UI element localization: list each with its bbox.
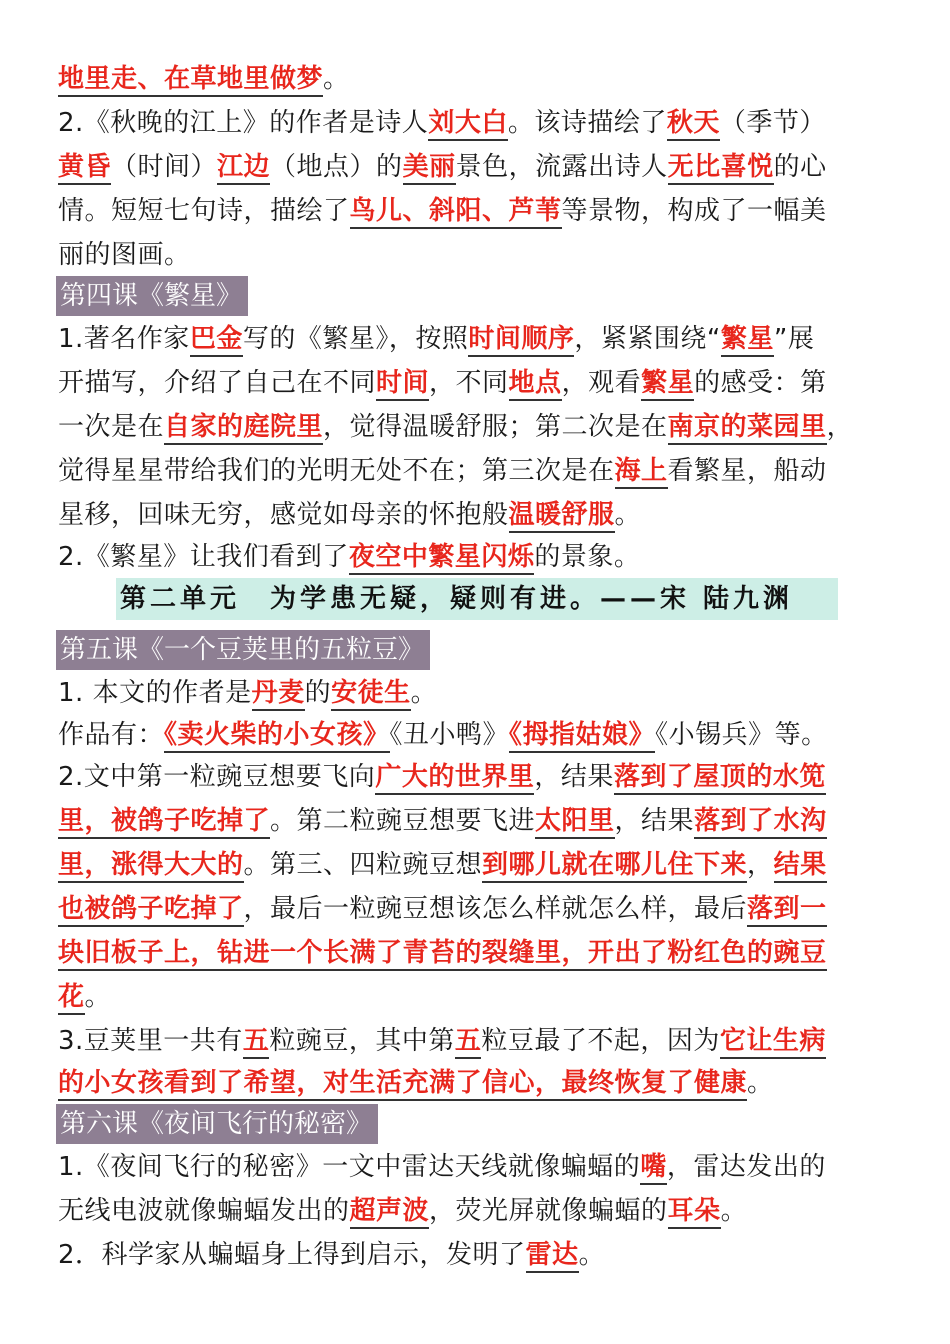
answer-text: 耳朵 <box>668 1196 721 1229</box>
answer-text: 无比喜悦 <box>668 152 774 185</box>
text-line <box>58 1150 826 1184</box>
text-line <box>58 454 827 488</box>
line-text: 看繁星，船动 <box>667 456 827 486</box>
line-text: 2.文中第一粒豌豆想要飞向 <box>58 762 376 792</box>
line-text: ，观看 <box>561 368 642 398</box>
line-text: 写的《繁星》，按照 <box>242 324 469 354</box>
answer-text: 江边 <box>217 152 270 185</box>
line-text: 粒豌豆，其中第 <box>269 1026 455 1056</box>
unit-banner: 第二单元 为学患无疑，疑则有进。——宋 陆九渊 <box>116 578 838 620</box>
answer-text: 结果 <box>774 850 827 883</box>
line-text: 的心 <box>773 152 827 182</box>
text-line <box>58 980 111 1014</box>
line-text: ，雷达发出的 <box>666 1152 826 1182</box>
text-line <box>58 892 827 926</box>
answer-text: 广大的世界里 <box>375 762 534 795</box>
line-text: 作品有： <box>58 720 165 750</box>
text-line <box>58 238 191 272</box>
text-line <box>58 676 437 710</box>
answer-text: 丹麦 <box>252 678 305 711</box>
text-line <box>58 366 827 400</box>
text-line <box>58 1238 605 1272</box>
line-text: 觉得星星带给我们的光明无处不在；第三次是在 <box>58 456 615 486</box>
line-text: 无线电波就像蝙蝠发出的 <box>58 1196 350 1226</box>
text-line <box>58 498 641 532</box>
answer-text: 黄昏 <box>58 152 111 185</box>
line-text: 2.《繁星》让我们看到了 <box>58 542 349 572</box>
text-line <box>58 1066 774 1100</box>
line-text: 。 <box>410 678 438 708</box>
answer-text: 安徒生 <box>331 678 411 711</box>
text-line <box>58 106 826 140</box>
answer-text: 地点 <box>509 368 562 401</box>
line-text: 1.《夜间飞行的秘密》一文中雷达天线就像蝙蝠的 <box>58 1152 641 1182</box>
answer-text: 块旧板子上，钻进一个长满了青苔的裂缝里，开出了粉红色的豌豆 <box>58 938 827 971</box>
line-text: 。第二粒豌豆想要飞进 <box>270 806 536 836</box>
answer-text: 雷达 <box>526 1240 579 1273</box>
line-text: 《丑小鸭》 <box>389 720 510 750</box>
line-text: 粒豆最了不起，因为 <box>481 1026 720 1056</box>
answer-text: 海上 <box>615 456 668 489</box>
line-text: 的感受：第 <box>694 368 827 398</box>
answer-text: 落到了水沟 <box>694 806 827 839</box>
line-text: 1. 本文的作者是 <box>58 678 252 708</box>
lesson-heading: 第五课《一个豆荚里的五粒豆》 <box>56 630 430 670</box>
text-line <box>58 936 827 970</box>
answer-text: 刘大白 <box>428 108 508 141</box>
answer-text: 鸟儿、斜阳、芦苇 <box>350 196 562 229</box>
text-line <box>58 804 827 838</box>
lesson-heading: 第四课《繁星》 <box>56 276 248 316</box>
answer-text: 秋天 <box>667 108 720 141</box>
line-text: 。第三、四粒豌豆想 <box>243 850 483 880</box>
line-text: 2.《秋晚的江上》的作者是诗人 <box>58 108 429 138</box>
line-text: 一次是在 <box>58 412 165 442</box>
answer-text: 繁星 <box>721 324 774 357</box>
line-text: （时间） <box>111 152 218 182</box>
line-text: ，结果 <box>534 762 614 792</box>
text-line <box>58 1024 826 1058</box>
answer-text: 里，被鸽子吃掉了 <box>58 806 270 839</box>
answer-text: 到哪儿就在哪儿住下来 <box>482 850 747 883</box>
answer-text: 南京的菜园里 <box>668 412 827 445</box>
line-text: 的 <box>304 678 332 708</box>
line-text: 景色，流露出诗人 <box>455 152 668 182</box>
line-text: 。 <box>578 1240 606 1270</box>
line-text: ，最后一粒豌豆想该怎么样就怎么样，最后 <box>243 894 748 924</box>
line-text: 。 <box>84 982 112 1012</box>
answer-text: 嘴 <box>640 1152 667 1185</box>
answer-text: 时间顺序 <box>468 324 574 357</box>
line-text: 等景物，构成了一幅美 <box>561 196 827 226</box>
line-text: ，觉得温暖舒服；第二次是在 <box>323 412 668 442</box>
text-line <box>58 410 853 444</box>
answer-text: 《拇指姑娘》 <box>509 720 655 753</box>
text-line <box>58 62 350 96</box>
answer-text: 繁星 <box>641 368 694 401</box>
line-text: （季节） <box>719 108 826 138</box>
answer-text: 也被鸽子吃掉了 <box>58 894 244 927</box>
answer-text: 巴金 <box>190 324 243 357</box>
lesson-heading: 第六课《夜间飞行的秘密》 <box>56 1104 378 1144</box>
line-text: 的景象。 <box>534 542 641 572</box>
line-text: 2．科学家从蝙蝠身上得到启示，发明了 <box>58 1240 526 1270</box>
answer-text: 美丽 <box>403 152 456 185</box>
line-text: 。 <box>720 1196 748 1226</box>
text-line <box>58 322 814 356</box>
answer-text: 超声波 <box>350 1196 430 1229</box>
text-line <box>58 1194 747 1228</box>
answer-text: 五 <box>243 1026 270 1059</box>
line-text: 。该诗描绘了 <box>507 108 667 138</box>
text-line <box>58 848 827 882</box>
answer-text: 温暖舒服 <box>509 500 615 533</box>
line-text: 。 <box>614 500 642 530</box>
line-text: 。 <box>323 64 350 94</box>
answer-text: 里，涨得大大的 <box>58 850 244 883</box>
answer-text: 时间 <box>376 368 429 401</box>
line-text: 3.豆荚里一共有 <box>58 1026 243 1056</box>
line-text: ”展 <box>773 324 815 354</box>
line-text: ，结果 <box>614 806 695 836</box>
line-text: ， <box>747 850 774 880</box>
text-line <box>58 540 640 574</box>
text-line <box>58 150 827 184</box>
answer-text: 它让生病 <box>720 1026 826 1059</box>
answer-text: 地里走、在草地里做梦 <box>58 64 323 97</box>
answer-text: 夜空中繁星闪烁 <box>349 542 535 575</box>
line-text: ，紧紧围绕“ <box>574 324 721 354</box>
text-line <box>58 760 826 794</box>
line-text: ，不同 <box>429 368 509 398</box>
line-text: （地点）的 <box>270 152 403 182</box>
line-text: ， <box>826 412 854 442</box>
line-text: 1.著名作家 <box>58 324 190 354</box>
line-text: 开描写，介绍了自己在不同 <box>58 368 377 398</box>
answer-text: 五 <box>455 1026 482 1059</box>
answer-text: 的小女孩看到了希望，对生活充满了信心，最终恢复了健康 <box>58 1068 747 1101</box>
line-text: ，荧光屏就像蝙蝠的 <box>429 1196 668 1226</box>
answer-text: 落到一 <box>747 894 827 927</box>
line-text: 。 <box>747 1068 774 1098</box>
answer-text: 花 <box>58 982 85 1015</box>
answer-text: 落到了屋顶的水笕 <box>614 762 826 795</box>
answer-text: 《卖火柴的小女孩》 <box>164 720 390 753</box>
text-line <box>58 194 827 228</box>
line-text: 丽的图画。 <box>58 240 191 270</box>
line-text: 星移，回味无穷，感觉如母亲的怀抱般 <box>58 500 509 530</box>
answer-text: 太阳里 <box>535 806 615 839</box>
answer-text: 自家的庭院里 <box>164 412 323 445</box>
line-text: 情。短短七句诗，描绘了 <box>58 196 350 226</box>
text-line <box>58 718 828 752</box>
line-text: 《小锡兵》等。 <box>655 720 828 750</box>
